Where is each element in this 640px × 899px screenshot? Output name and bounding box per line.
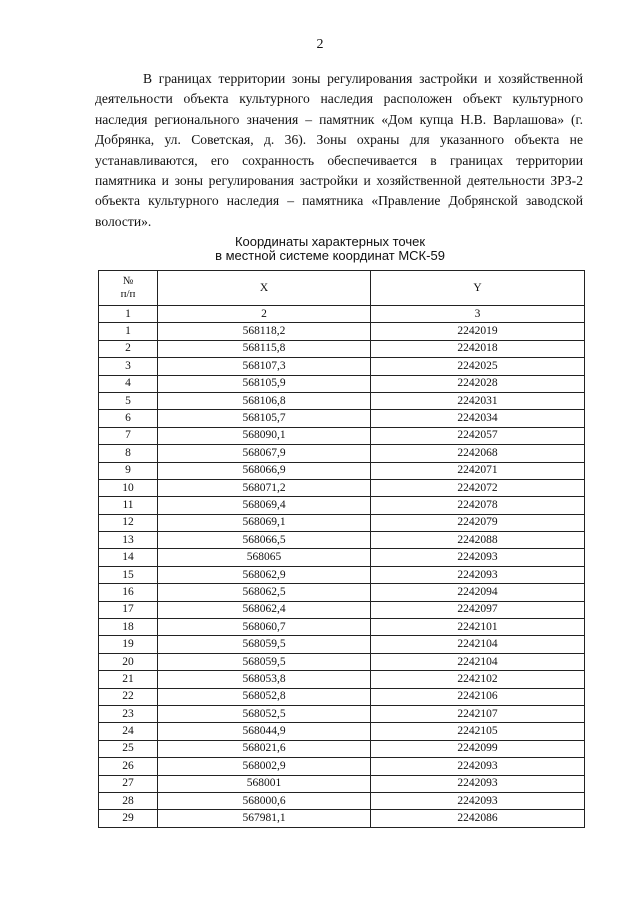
body-paragraph: В границах территории зоны регулирования застройки и хозяйственной деятельности объекта культурного наследия расположен объект культурного наследия регионального значения – памятник «Дом купца Н.В. Варлашова» (г. Добрянка, ул. Советская, д. 36). Зоны охраны для указанного объекта не устанавливаются, его сохранность обеспечивается в границах территории памятника и зоны регулирования застройки и хозяйственной деятельности ЗРЗ-2 объекта культурного наследия – памятника «Правление Добрянской заводской волости». [95,71,583,229]
x-coordinate-cell: 568000,6 [158,792,371,809]
x-coordinate-cell: 568052,8 [158,688,371,705]
point-number-cell: 8 [99,445,158,462]
point-number-cell: 29 [99,810,158,827]
x-coordinate-cell: 568059,5 [158,653,371,670]
table-header-row [99,271,585,306]
y-coordinate-cell: 2242094 [371,584,585,601]
y-coordinate-cell: 2242097 [371,601,585,618]
y-coordinate-cell: 2242088 [371,532,585,549]
y-coordinate-cell: 2242107 [371,705,585,722]
table-row [99,375,585,392]
header-number-line-1: № [122,275,134,287]
y-coordinate-cell: 2242019 [371,323,585,340]
x-coordinate-cell: 568021,6 [158,740,371,757]
header-x: X [158,271,371,306]
point-number-cell: 20 [99,653,158,670]
point-number-cell: 27 [99,775,158,792]
index-cell-1: 1 [99,306,158,323]
y-coordinate-cell: 2242093 [371,792,585,809]
x-coordinate-cell: 568067,9 [158,445,371,462]
table-title [0,235,640,263]
x-coordinate-cell: 568105,7 [158,410,371,427]
table-row [99,653,585,670]
header-number [99,271,158,306]
table-row [99,792,585,809]
x-coordinate-cell: 568118,2 [158,323,371,340]
y-coordinate-cell: 2242086 [371,810,585,827]
point-number-cell: 5 [99,392,158,409]
point-number-cell: 2 [99,340,158,357]
y-coordinate-cell: 2242106 [371,688,585,705]
point-number-cell: 25 [99,740,158,757]
point-number-cell: 16 [99,584,158,601]
point-number-cell: 12 [99,514,158,531]
header-y: Y [371,271,585,306]
y-coordinate-cell: 2242105 [371,723,585,740]
y-coordinate-cell: 2242093 [371,758,585,775]
table-title-line-2: в местной системе координат МСК-59 [215,248,445,263]
table-row [99,532,585,549]
table-row [99,723,585,740]
x-coordinate-cell: 568069,4 [158,497,371,514]
table-row [99,688,585,705]
point-number-cell: 15 [99,566,158,583]
x-coordinate-cell: 568066,5 [158,532,371,549]
coordinates-table [98,270,585,828]
y-coordinate-cell: 2242071 [371,462,585,479]
table-row [99,340,585,357]
y-coordinate-cell: 2242057 [371,427,585,444]
point-number-cell: 19 [99,636,158,653]
y-coordinate-cell: 2242093 [371,566,585,583]
y-coordinate-cell: 2242028 [371,375,585,392]
header-number-line-2: п/п [120,288,136,300]
x-coordinate-cell: 568062,4 [158,601,371,618]
table-row [99,445,585,462]
point-number-cell: 4 [99,375,158,392]
point-number-cell: 22 [99,688,158,705]
table-row [99,323,585,340]
y-coordinate-cell: 2242068 [371,445,585,462]
table-row [99,462,585,479]
point-number-cell: 11 [99,497,158,514]
table-row [99,358,585,375]
table-row [99,497,585,514]
x-coordinate-cell: 567981,1 [158,810,371,827]
y-coordinate-cell: 2242034 [371,410,585,427]
x-coordinate-cell: 568115,8 [158,340,371,357]
y-coordinate-cell: 2242079 [371,514,585,531]
x-coordinate-cell: 568065 [158,549,371,566]
y-coordinate-cell: 2242025 [371,358,585,375]
y-coordinate-cell: 2242104 [371,636,585,653]
table-index-row [99,306,585,323]
table-row [99,775,585,792]
table-title-line-1: Координаты характерных точек [234,234,426,249]
x-coordinate-cell: 568002,9 [158,758,371,775]
y-coordinate-cell: 2242078 [371,497,585,514]
x-coordinate-cell: 568090,1 [158,427,371,444]
table-row [99,514,585,531]
point-number-cell: 3 [99,358,158,375]
table-row [99,549,585,566]
point-number-cell: 24 [99,723,158,740]
point-number-cell: 7 [99,427,158,444]
table-row [99,810,585,827]
table-row [99,410,585,427]
table-row [99,671,585,688]
y-coordinate-cell: 2242099 [371,740,585,757]
table-row [99,619,585,636]
x-coordinate-cell: 568106,8 [158,392,371,409]
point-number-cell: 21 [99,671,158,688]
y-coordinate-cell: 2242102 [371,671,585,688]
page-number: 2 [316,37,324,52]
point-number-cell: 14 [99,549,158,566]
x-coordinate-cell: 568062,9 [158,566,371,583]
point-number-cell: 28 [99,792,158,809]
x-coordinate-cell: 568001 [158,775,371,792]
x-coordinate-cell: 568071,2 [158,479,371,496]
point-number-cell: 9 [99,462,158,479]
table-row [99,758,585,775]
table-row [99,740,585,757]
x-coordinate-cell: 568069,1 [158,514,371,531]
point-number-cell: 1 [99,323,158,340]
y-coordinate-cell: 2242031 [371,392,585,409]
point-number-cell: 18 [99,619,158,636]
index-cell-2: 2 [158,306,371,323]
table-row [99,705,585,722]
x-coordinate-cell: 568062,5 [158,584,371,601]
table-row [99,566,585,583]
index-cell-3: 3 [371,306,585,323]
y-coordinate-cell: 2242101 [371,619,585,636]
y-coordinate-cell: 2242093 [371,775,585,792]
point-number-cell: 23 [99,705,158,722]
table-row [99,479,585,496]
table-row [99,601,585,618]
x-coordinate-cell: 568053,8 [158,671,371,688]
y-coordinate-cell: 2242072 [371,479,585,496]
x-coordinate-cell: 568105,9 [158,375,371,392]
y-coordinate-cell: 2242104 [371,653,585,670]
x-coordinate-cell: 568059,5 [158,636,371,653]
point-number-cell: 6 [99,410,158,427]
y-coordinate-cell: 2242018 [371,340,585,357]
point-number-cell: 13 [99,532,158,549]
point-number-cell: 26 [99,758,158,775]
table-row [99,584,585,601]
x-coordinate-cell: 568052,5 [158,705,371,722]
table-row [99,427,585,444]
x-coordinate-cell: 568107,3 [158,358,371,375]
table-row [99,636,585,653]
y-coordinate-cell: 2242093 [371,549,585,566]
point-number-cell: 10 [99,479,158,496]
x-coordinate-cell: 568044,9 [158,723,371,740]
table-row [99,392,585,409]
point-number-cell: 17 [99,601,158,618]
x-coordinate-cell: 568060,7 [158,619,371,636]
x-coordinate-cell: 568066,9 [158,462,371,479]
